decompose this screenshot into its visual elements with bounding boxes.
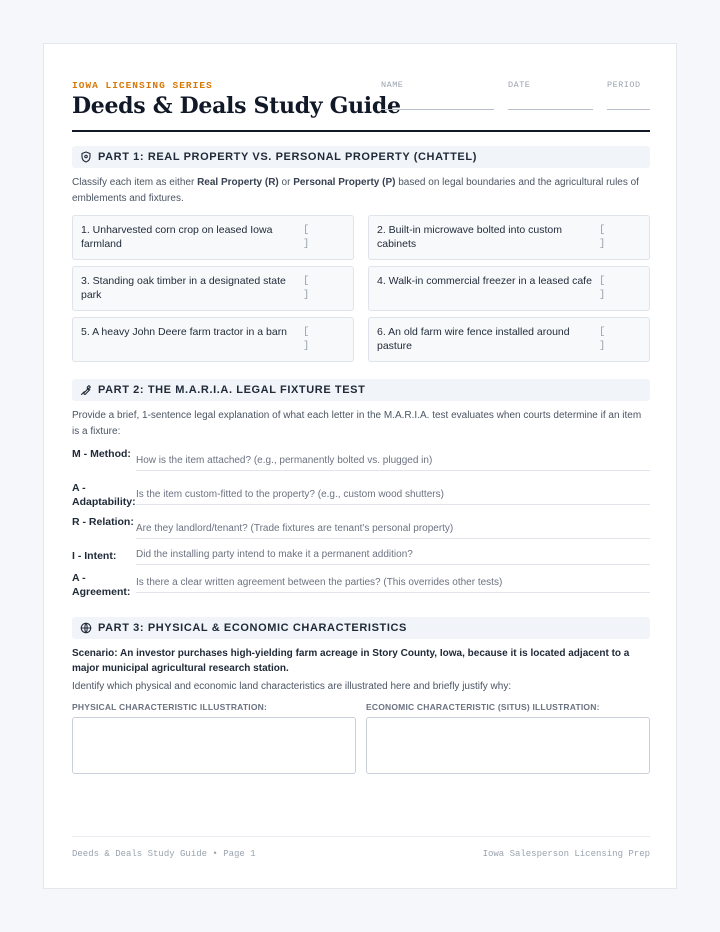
- maria-answer-line[interactable]: Is there a clear written agreement between the parties? (This overrides other tests): [136, 577, 650, 593]
- maria-answer-line[interactable]: Did the installing party intend to make it a permanent addition?: [136, 549, 650, 565]
- maria-key: R - Relation:: [72, 516, 134, 528]
- page-title: Deeds & Deals Study Guide: [72, 93, 401, 119]
- answer-bracket[interactable]: [ ]: [303, 275, 310, 301]
- answer-bracket[interactable]: [ ]: [599, 326, 606, 352]
- maria-answer-line[interactable]: Is the item custom-fitted to the property? (e.g., custom wood shutters): [136, 489, 650, 505]
- name-label: NAME: [381, 80, 404, 90]
- maria-row-intent: [72, 549, 650, 569]
- economic-answer-box[interactable]: [366, 717, 650, 774]
- worksheet-page: [43, 43, 677, 889]
- part3-heading-text: PART 3: PHYSICAL & ECONOMIC CHARACTERISTICS: [98, 622, 407, 634]
- classify-item[interactable]: [368, 317, 650, 362]
- maria-key: I - Intent:: [72, 550, 117, 562]
- maria-row-agreement: [72, 571, 650, 599]
- classify-item-text: 5. A heavy John Deere farm tractor in a barn: [81, 326, 288, 338]
- classify-item[interactable]: [368, 215, 650, 260]
- part1-intro-personal: Personal Property (P): [293, 177, 396, 188]
- globe-icon: [80, 622, 92, 634]
- footer-left: Deeds & Deals Study Guide • Page 1: [72, 849, 256, 859]
- date-label: DATE: [508, 80, 531, 90]
- classify-item[interactable]: [72, 215, 354, 260]
- shield-icon: [80, 151, 92, 163]
- part2-instructions: Provide a brief, 1-sentence legal explanation of what each letter in the M.A.R.I.A. test evaluates when courts determine if an item is a fixture:: [72, 410, 642, 437]
- part2-heading: [72, 379, 650, 401]
- part1-intro-or: or: [278, 177, 294, 188]
- header-divider: [72, 130, 650, 132]
- physical-label: PHYSICAL CHARACTERISTIC ILLUSTRATION:: [72, 702, 268, 712]
- classify-item-text: 1. Unharvested corn crop on leased Iowa farmland: [81, 224, 273, 250]
- name-field[interactable]: [381, 80, 494, 90]
- date-line: [508, 109, 593, 110]
- part1-instructions: [72, 175, 650, 206]
- part2-heading-text: PART 2: THE M.A.R.I.A. LEGAL FIXTURE TEST: [98, 384, 366, 396]
- part1-heading: [72, 146, 650, 168]
- classify-item[interactable]: [368, 266, 650, 311]
- footer-divider: [72, 836, 650, 837]
- maria-key: M - Method:: [72, 448, 131, 460]
- answer-bracket[interactable]: [ ]: [303, 224, 310, 250]
- maria-answer-line[interactable]: How is the item attached? (e.g., permanently bolted vs. plugged in): [136, 455, 650, 471]
- period-field[interactable]: [607, 80, 650, 90]
- classify-item-text: 3. Standing oak timber in a designated state park: [81, 275, 286, 301]
- maria-row-relation: [72, 515, 650, 543]
- part1-intro-e: based on legal boundaries and the agricultural rules of emblements and fixtures.: [72, 177, 639, 204]
- answer-bracket[interactable]: [ ]: [303, 326, 310, 352]
- classify-item-text: 6. An old farm wire fence installed around pasture: [377, 326, 570, 352]
- answer-bracket[interactable]: [ ]: [599, 275, 606, 301]
- physical-answer-box[interactable]: [72, 717, 356, 774]
- part3-instructions: Identify which physical and economic land characteristics are illustrated here and briefly justify why:: [72, 681, 512, 692]
- scenario-text: Scenario: An investor purchases high-yielding farm acreage in Story County, Iowa, because it is located adjacent to a major municipal agricultural research station.: [72, 648, 630, 674]
- name-line: [381, 109, 494, 110]
- classify-item[interactable]: [72, 317, 354, 362]
- maria-key: A - Adaptability:: [72, 482, 136, 508]
- classify-item-text: 2. Built-in microwave bolted into custom cabinets: [377, 224, 562, 250]
- classify-item[interactable]: [72, 266, 354, 311]
- maria-answer-line[interactable]: Are they landlord/tenant? (Trade fixtures are tenant's personal property): [136, 523, 650, 539]
- maria-key: A - Agreement:: [72, 572, 131, 598]
- date-field[interactable]: [508, 80, 593, 90]
- period-label: PERIOD: [607, 80, 641, 90]
- period-line: [607, 109, 650, 110]
- answer-bracket[interactable]: [ ]: [599, 224, 606, 250]
- economic-label: ECONOMIC CHARACTERISTIC (SITUS) ILLUSTRATION:: [366, 702, 600, 712]
- maria-row-method: [72, 447, 650, 475]
- part3-heading: [72, 617, 650, 639]
- part1-intro-real: Real Property (R): [197, 177, 279, 188]
- wrench-icon: [80, 384, 92, 396]
- footer-right: Iowa Salesperson Licensing Prep: [482, 849, 650, 859]
- maria-row-adaptability: [72, 481, 650, 509]
- part1-intro-a: Classify each item as either: [72, 177, 198, 188]
- series-label: IOWA LICENSING SERIES: [72, 80, 213, 91]
- classify-item-text: 4. Walk-in commercial freezer in a leased cafe: [377, 275, 592, 287]
- part1-heading-text: PART 1: REAL PROPERTY VS. PERSONAL PROPERTY (CHATTEL): [98, 151, 477, 163]
